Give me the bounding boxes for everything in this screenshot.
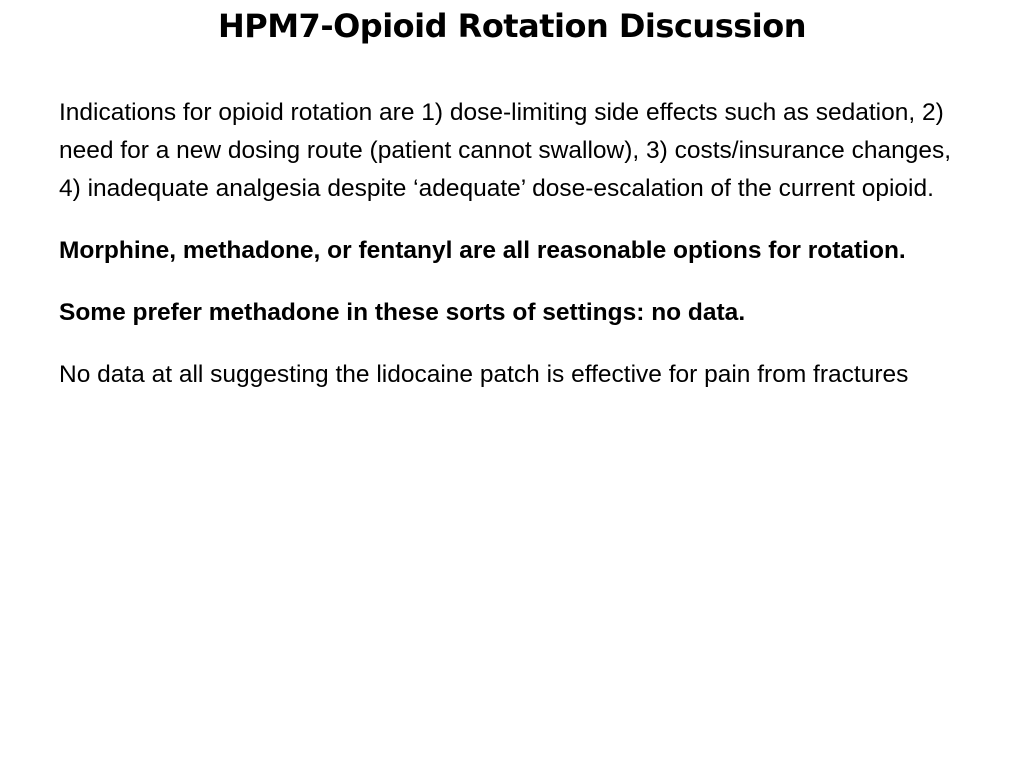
paragraph-rotation-options: Morphine, methadone, or fentanyl are all reasonable options for rotation. [59,237,906,264]
paragraph-lidocaine-patch: No data at all suggesting the lidocaine patch is effective for pain from fractures [59,361,909,388]
slide-body [59,94,979,418]
paragraph-methadone-preference: Some prefer methadone in these sorts of settings: no data. [59,299,746,326]
paragraph-indications: Indications for opioid rotation are 1) dose-limiting side effects such as sedation, 2) need for a new dosing route (patient cannot swallow), 3) costs/insurance changes, 4) inadequate analgesia despite ‘adequate’ dose-escalation of the current opioid. [59,99,952,202]
slide-title: HPM7-Opioid Rotation Discussion [217,7,807,45]
